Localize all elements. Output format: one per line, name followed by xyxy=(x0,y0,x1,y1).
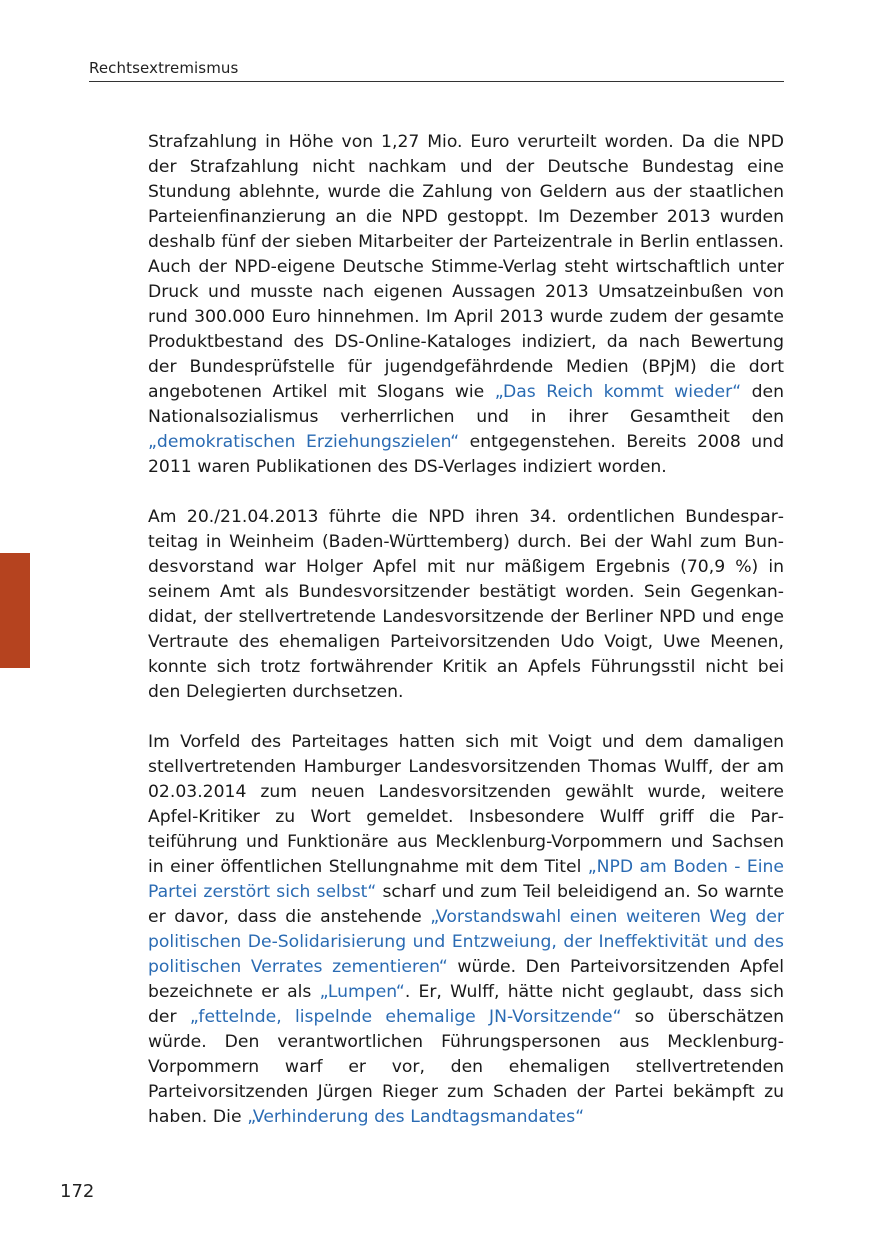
quote-lumpen: „Lumpen“ xyxy=(319,982,405,1002)
quote-fettelnde-lispelnde: „fettelnde, lispelnde ehemalige JN-Vorsitzende“ xyxy=(189,1007,622,1027)
paragraph-1 xyxy=(148,130,784,480)
quote-das-reich-kommt-wieder: „Das Reich kommt wieder“ xyxy=(494,382,742,402)
paragraph-3-text-b: scharf und zum Teil beleidigend an. So warnte er davor, dass die anstehende xyxy=(148,882,784,927)
paragraph-3-text-a: Im Vorfeld des Parteitages hatten sich mit Voigt und dem damaligen stellvertretenden Hamburger Landesvorsitzenden Thomas Wulff, der am 02.03.2014 zum neuen Landesvorsitzenden gewählt wurde, weitere Apfel-Kritiker zu Wort gemeldet. Insbesondere Wulff griff die Parteiführung und Funktionäre aus Mecklenburg-Vorpommern und Sachsen in einer öffentlichen Stellungnahme mit dem Titel xyxy=(148,732,784,877)
paragraph-1-text-a: Strafzahlung in Höhe von 1,27 Mio. Euro verurteilt worden. Da die NPD der Strafzahlung nicht nachkam und der Deutsche Bundestag eine Stundung ablehnte, wurde die Zahlung von Geldern aus der staatlichen Parteienfinanzierung an die NPD gestoppt. Im Dezember 2013 wurden deshalb fünf der sieben Mitarbeiter der Parteizentrale in Berlin entlassen. Auch der NPD-eigene Deutsche Stimme-Verlag steht wirtschaftlich unter Druck und musste nach eigenen Aussagen 2013 Umsatzeinbußen von rund 300.000 Euro hinnehmen. Im April 2013 wurde zudem der gesamte Produktbestand des DS-Online-Kataloges indiziert, da nach Bewertung der Bundesprüfstelle für jugendgefährdende Medien (BPjM) die dort angebotenen Artikel mit Slogans wie xyxy=(148,132,784,402)
paragraph-3-text-e: so überschätzen würde. Den verantwortlichen Führungspersonen aus Mecklenburg-Vorpommern warf er vor, den ehemaligen stellvertretenden Parteivorsitzenden Jürgen Rieger zum Schaden der Partei bekämpft zu haben. Die xyxy=(148,1007,784,1127)
running-header: Rechtsextremismus xyxy=(89,59,239,77)
paragraph-1-text-b: den Nationalsozialismus verherrlichen und in ihrer Gesamtheit den xyxy=(148,382,784,427)
quote-vorstandswahl: „Vorstandswahl einen weiteren Weg der politischen De-Solidarisierung und Entzweiung, der Ineffektivität und des politischen Verrates zementieren“ xyxy=(148,907,784,977)
paragraph-3-text-c: würde. Den Parteivorsitzenden Apfel bezeichnete er als xyxy=(148,957,784,1002)
paragraph-3-text-d: . Er, Wulff, hätte nicht geglaubt, dass sich der xyxy=(148,982,784,1027)
paragraph-3 xyxy=(148,730,784,1130)
page-number: 172 xyxy=(60,1181,95,1202)
paragraph-1-text-c: entgegenstehen. Bereits 2008 und 2011 waren Publikationen des DS-Verlages indiziert worden. xyxy=(148,432,784,477)
paragraph-2 xyxy=(148,505,784,705)
quote-demokratischen-erziehungszielen: „demokratischen Erziehungszielen“ xyxy=(148,432,460,452)
page-body xyxy=(148,130,784,1130)
paragraph-2-text: Am 20./21.04.2013 führte die NPD ihren 34. ordentlichen Bundesparteitag in Weinheim (Baden-Württemberg) durch. Bei der Wahl zum Bundesvorstand war Holger Apfel mit nur mäßigem Ergebnis (70,9 %) in seinem Amt als Bundesvorsitzender bestätigt worden. Sein Gegenkandidat, der stellvertretende Landesvorsitzende der Berliner NPD und enge Vertraute des ehemaligen Parteivorsitzenden Udo Voigt, Uwe Meenen, konnte sich trotz fortwährender Kritik an Apfels Führungsstil nicht bei den Delegierten durchsetzen. xyxy=(148,507,784,702)
quote-npd-am-boden: „NPD am Boden - Eine Partei zerstört sich selbst“ xyxy=(148,857,784,902)
quote-verhinderung-des-landtagsmandates: „Verhinderung des Landtagsmandates“ xyxy=(247,1107,585,1127)
chapter-side-tab xyxy=(0,553,30,668)
header-divider xyxy=(89,81,784,82)
